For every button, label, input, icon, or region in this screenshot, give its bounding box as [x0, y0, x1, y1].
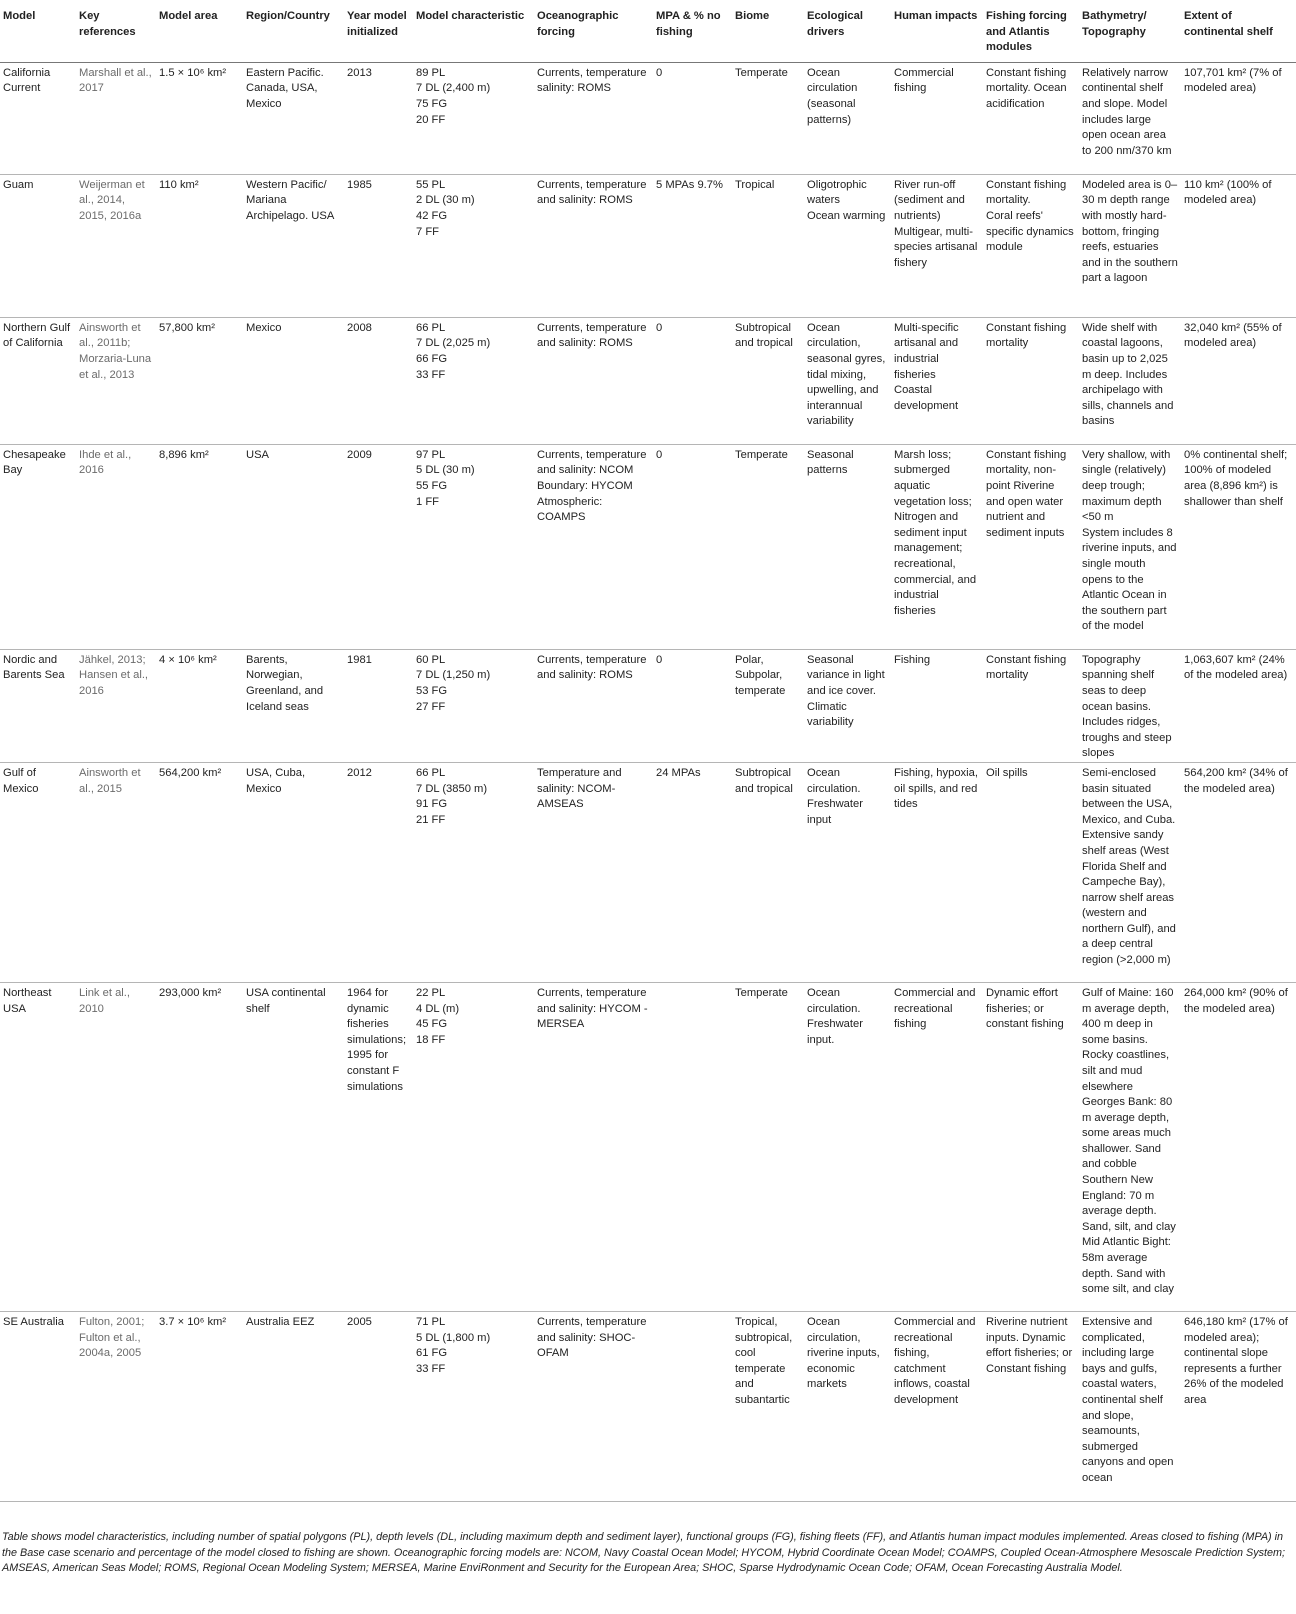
cell-text: 5 DL (30 m): [416, 464, 475, 477]
cell-text: Jähkel, 2013; Hansen et al., 2016: [79, 653, 149, 697]
cell-text: 71 PL: [416, 1315, 446, 1328]
table-cell: [413, 762, 534, 982]
cell-text: 8,896 km²: [159, 448, 209, 461]
table-cell: [413, 1311, 534, 1501]
cell-text: 66 PL: [416, 766, 446, 779]
cell-text: 66 FG: [416, 352, 448, 365]
table-cell: [1181, 982, 1296, 1311]
cell-text: 5 DL (1,800 m): [416, 1331, 491, 1344]
cell-text: Northern Gulf of California: [3, 321, 71, 350]
cell-text: 61 FG: [416, 1347, 448, 1360]
cell-text: Very shallow, with single (relatively) deep trough; maximum depth <50 m: [1082, 448, 1171, 524]
cell-text: Seasonal variance in light and ice cover. Climatic variability: [807, 653, 885, 729]
cell-text: 57,800 km²: [159, 321, 215, 334]
table-cell: [156, 1311, 243, 1501]
cell-text: 1964 for dynamic fisheries simulations; 1995 for constant F simulations: [347, 986, 407, 1093]
table-row: [0, 982, 1296, 1311]
cell-text: System includes 8 riverine inputs, and single mouth opens to the Atlantic Ocean in the southern part of the model: [1082, 526, 1177, 633]
table-cell: [1181, 317, 1296, 444]
cell-text: Link et al., 2010: [79, 986, 130, 1015]
cell-text: Eastern Pacific. Canada, USA, Mexico: [246, 66, 324, 110]
table-cell: [732, 62, 804, 174]
table-cell: [1181, 444, 1296, 649]
table-cell: [732, 444, 804, 649]
table-cell: [156, 174, 243, 317]
cell-text: 60 PL: [416, 653, 446, 666]
cell-text: Currents, temperature salinity: ROMS: [537, 66, 647, 95]
cell-text: Wide shelf with coastal lagoons, basin up to 2,025 m deep. Includes archipelago with sills, channels and basins: [1082, 321, 1174, 428]
table-cell: [243, 444, 344, 649]
table-row: [0, 649, 1296, 762]
cell-text: 646,180 km² (17% of modeled area); continental slope represents a further 26% of the modeled area: [1184, 1315, 1288, 1406]
cell-text: Modeled area is 0–30 m depth range with mostly hard-bottom, fringing reefs, estuaries and in the southern part a lagoon: [1082, 178, 1178, 285]
cell-text: 91 FG: [416, 798, 448, 811]
cell-text: 110 km²: [159, 178, 199, 191]
cell-text: SE Australia: [3, 1315, 64, 1328]
cell-text: 7 FF: [416, 225, 439, 238]
table-cell: [534, 317, 653, 444]
cell-text: 55 PL: [416, 178, 446, 191]
table-cell: [653, 444, 732, 649]
table-cell: [1079, 1311, 1181, 1501]
cell-text: 22 PL: [416, 986, 446, 999]
table-cell: [1181, 62, 1296, 174]
cell-text: Chesapeake Bay: [3, 448, 66, 477]
table-cell: [1181, 174, 1296, 317]
cell-text: Currents, temperature and salinity: HYCOM - MERSEA: [537, 986, 648, 1031]
column-header: Bathymetry/ Topography: [1079, 0, 1181, 62]
table-cell: [344, 444, 413, 649]
cell-text: 24 MPAs: [656, 766, 701, 779]
table-cell: [243, 982, 344, 1311]
table-cell: [983, 174, 1079, 317]
cell-text: 20 FF: [416, 113, 446, 126]
table-cell: [344, 762, 413, 982]
table-cell: [243, 174, 344, 317]
cell-text: USA: [246, 448, 270, 461]
table-cell: [1181, 1311, 1296, 1501]
cell-text: Semi-enclosed basin situated between the USA, Mexico, and Cuba. Extensive sandy shelf areas (West Florida Shelf and Campeche Bay), narrow shelf areas (western and northern Gulf), and a deep central region (>2,000 m): [1082, 766, 1176, 967]
cell-text: Ocean circulation, riverine inputs, economic markets: [807, 1315, 880, 1391]
table-cell: [413, 649, 534, 762]
cell-text: Coral reefs' specific dynamics module: [986, 209, 1074, 254]
cell-text: Fishing: [894, 653, 931, 666]
cell-text: 3.7 × 10⁶ km²: [159, 1315, 227, 1328]
table-cell: [243, 762, 344, 982]
table-cell: [983, 1311, 1079, 1501]
table-cell: [804, 649, 891, 762]
cell-text: Ocean circulation, seasonal gyres, tidal mixing, upwelling, and interannual variability: [807, 321, 886, 428]
cell-text: 53 FG: [416, 684, 448, 697]
cell-text: 0: [656, 66, 663, 79]
table-cell: [534, 444, 653, 649]
column-header: Model area: [156, 0, 243, 62]
table-cell: [413, 444, 534, 649]
table-cell: [732, 1311, 804, 1501]
cell-text: Gulf of Mexico: [3, 766, 39, 795]
table-cell: [804, 762, 891, 982]
cell-text: California Current: [3, 66, 51, 95]
column-header: Human impacts: [891, 0, 983, 62]
cell-text: 5 MPAs 9.7%: [656, 178, 723, 191]
table-cell: [534, 982, 653, 1311]
table-cell: [983, 649, 1079, 762]
cell-text: Constant fishing mortality: [986, 653, 1067, 682]
cell-text: 2008: [347, 321, 372, 334]
cell-text: 1.5 × 10⁶ km²: [159, 66, 227, 79]
cell-text: Ainsworth et al., 2011b; Morzaria-Luna et al., 2013: [79, 321, 152, 381]
column-header: Model characteristic: [413, 0, 534, 62]
table-cell: [0, 317, 76, 444]
column-header: Region/Country: [243, 0, 344, 62]
cell-text: Mid Atlantic Bight: 58m average depth. Sand with some silt, and clay: [1082, 1236, 1175, 1296]
table-cell: [156, 649, 243, 762]
table-cell: [76, 444, 156, 649]
cell-text: 4 DL (m): [416, 1002, 460, 1015]
table-cell: [732, 649, 804, 762]
cell-text: Marshall et al., 2017: [79, 66, 152, 95]
table-cell: [1079, 982, 1181, 1311]
table-cell: [534, 62, 653, 174]
table-cell: [804, 62, 891, 174]
cell-text: Weijerman et al., 2014, 2015, 2016a: [79, 178, 145, 222]
cell-text: Oil spills: [986, 766, 1028, 779]
table-cell: [653, 982, 732, 1311]
table-cell: [891, 762, 983, 982]
cell-text: 18 FF: [416, 1033, 446, 1046]
table-cell: [732, 762, 804, 982]
table-cell: [76, 1311, 156, 1501]
table-cell: [891, 62, 983, 174]
cell-text: 42 FG: [416, 209, 448, 222]
cell-text: Temperate: [735, 66, 788, 79]
table-body: [0, 62, 1296, 1501]
cell-text: 27 FF: [416, 700, 446, 713]
cell-text: River run-off (sediment and nutrients): [894, 178, 965, 222]
cell-text: 32,040 km² (55% of modeled area): [1184, 321, 1282, 350]
table-cell: [891, 317, 983, 444]
cell-text: 293,000 km²: [159, 986, 222, 999]
table-cell: [653, 649, 732, 762]
cell-text: Nordic and Barents Sea: [3, 653, 65, 682]
table-cell: [1079, 317, 1181, 444]
table-cell: [732, 982, 804, 1311]
cell-text: 7 DL (1,250 m): [416, 669, 491, 682]
table-row: [0, 317, 1296, 444]
cell-text: Currents, temperature and salinity: NCOM Boundary: HYCOM Atmospheric: COAMPS: [537, 448, 647, 524]
table-cell: [76, 317, 156, 444]
cell-text: Seasonal patterns: [807, 448, 854, 477]
header-row: [0, 0, 1296, 62]
cell-text: Dynamic effort fisheries; or constant fishing: [986, 986, 1064, 1031]
table-cell: [1181, 649, 1296, 762]
cell-text: Commercial and recreational fishing, catchment inflows, coastal development: [894, 1315, 976, 1406]
cell-text: 89 PL: [416, 66, 446, 79]
cell-text: Temperature and salinity: NCOM-AMSEAS: [537, 766, 622, 811]
cell-text: Ocean warming: [807, 209, 886, 222]
cell-text: Extensive and complicated, including large bays and gulfs, coastal waters, continental shelf and slope, seamounts, submerged canyons and open ocean: [1082, 1315, 1174, 1484]
table-cell: [534, 762, 653, 982]
cell-text: Guam: [3, 178, 34, 191]
table-cell: [732, 174, 804, 317]
column-header: Biome: [732, 0, 804, 62]
table-cell: [891, 1311, 983, 1501]
table-cell: [0, 444, 76, 649]
table-cell: [0, 982, 76, 1311]
cell-text: Constant fishing mortality.: [986, 178, 1067, 207]
column-header: Year model initialized: [344, 0, 413, 62]
cell-text: USA continental shelf: [246, 986, 326, 1015]
table-cell: [76, 982, 156, 1311]
table-row: [0, 174, 1296, 317]
cell-text: 1985: [347, 178, 372, 191]
table-cell: [413, 62, 534, 174]
cell-text: Australia EEZ: [246, 1315, 315, 1328]
cell-text: 2013: [347, 66, 372, 79]
cell-text: 2005: [347, 1315, 372, 1328]
table-cell: [1079, 62, 1181, 174]
table-cell: [983, 444, 1079, 649]
cell-text: 1981: [347, 653, 372, 666]
cell-text: 7 DL (2,400 m): [416, 82, 491, 95]
cell-text: Northeast USA: [3, 986, 52, 1015]
table-cell: [0, 174, 76, 317]
cell-text: Riverine nutrient inputs. Dynamic effort fisheries; or Constant fishing: [986, 1315, 1073, 1375]
cell-text: Marsh loss; submerged aquatic vegetation loss; Nitrogen and sediment input management; recreational, commercial, and industrial fisheries: [894, 448, 977, 617]
cell-text: Tropical: [735, 178, 775, 191]
cell-text: Currents, temperature and salinity: ROMS: [537, 178, 647, 207]
table-cell: [156, 317, 243, 444]
table-cell: [732, 317, 804, 444]
table-cell: [804, 1311, 891, 1501]
table-cell: [653, 62, 732, 174]
cell-text: Currents, temperature and salinity: ROMS: [537, 321, 647, 350]
cell-text: 97 PL: [416, 448, 446, 461]
cell-text: 2012: [347, 766, 372, 779]
cell-text: Fulton, 2001; Fulton et al., 2004a, 2005: [79, 1315, 145, 1360]
cell-text: 2 DL (30 m): [416, 194, 475, 207]
table-cell: [413, 174, 534, 317]
cell-text: 4 × 10⁶ km²: [159, 653, 217, 666]
table-cell: [983, 762, 1079, 982]
cell-text: Commercial and recreational fishing: [894, 986, 976, 1031]
cell-text: Multigear, multi-species artisanal fishery: [894, 225, 978, 269]
table-cell: [891, 649, 983, 762]
table-cell: [804, 174, 891, 317]
cell-text: Barents, Norwegian, Greenland, and Iceland seas: [246, 653, 324, 713]
cell-text: Topography spanning shelf seas to deep ocean basins. Includes ridges, troughs and steep slopes: [1082, 653, 1172, 760]
cell-text: 564,200 km² (34% of the modeled area): [1184, 766, 1288, 795]
cell-text: Currents, temperature and salinity: SHOC-OFAM: [537, 1315, 647, 1360]
table-cell: [344, 982, 413, 1311]
table-caption: Table shows model characteristics, including number of spatial polygons (PL), depth levels (DL, including maximum depth and sediment layer), functional groups (FG), fishing fleets (FF), and Atlantis human impact modules implemented. Areas closed to fishing (MPA) in the Base case scenario and percentage of the model closed to fishing are shown. Oceanographic forcing models are: NCOM, Navy Coastal Ocean Model; HYCOM, Hybrid Coordinate Ocean Model; COAMPS, Coupled Ocean-Atmosphere Mesoscale Prediction System; AMSEAS, American Seas Model; ROMS, Regional Ocean Modeling System; MERSEA, Marine EnviRonment and Security for the European Area; SHOC, Sparse Hydrodynamic Ocean Code; OFAM, Ocean Forecasting Australia Model.: [2, 1531, 1286, 1575]
table-cell: [891, 444, 983, 649]
table-cell: [804, 444, 891, 649]
column-header: Oceanographic forcing: [534, 0, 653, 62]
column-header: Key references: [76, 0, 156, 62]
table-cell: [1181, 762, 1296, 982]
cell-text: 0: [656, 321, 663, 334]
table-header: [0, 0, 1296, 62]
table-cell: [983, 62, 1079, 174]
table-cell: [653, 762, 732, 982]
cell-text: Ainsworth et al., 2015: [79, 766, 141, 795]
table-cell: [344, 1311, 413, 1501]
column-header: Model: [0, 0, 76, 62]
table-cell: [156, 982, 243, 1311]
table-row: [0, 1311, 1296, 1501]
table-cell: [243, 649, 344, 762]
column-header: Fishing forcing and Atlantis modules: [983, 0, 1079, 62]
table-cell: [534, 649, 653, 762]
cell-text: 33 FF: [416, 368, 446, 381]
cell-text: Currents, temperature and salinity: ROMS: [537, 653, 647, 682]
cell-text: 45 FG: [416, 1018, 448, 1031]
table-row: [0, 444, 1296, 649]
cell-text: 7 DL (2,025 m): [416, 337, 491, 350]
cell-text: Temperate: [735, 986, 788, 999]
table-cell: [156, 444, 243, 649]
table-cell: [344, 317, 413, 444]
table-cell: [653, 1311, 732, 1501]
cell-text: 21 FF: [416, 813, 446, 826]
cell-text: Constant fishing mortality, non-point Riverine and open water nutrient and sediment inputs: [986, 448, 1067, 539]
table-cell: [344, 62, 413, 174]
cell-text: Tropical, subtropical, cool temperate and subantartic: [735, 1315, 793, 1406]
cell-text: Relatively narrow continental shelf and slope. Model includes large open ocean area to 200 nm/370 km: [1082, 66, 1172, 157]
table-cell: [76, 174, 156, 317]
cell-text: 55 FG: [416, 479, 448, 492]
cell-text: Fishing, hypoxia, oil spills, and red tides: [894, 766, 978, 811]
table-cell: [0, 1311, 76, 1501]
cell-text: 264,000 km² (90% of the modeled area): [1184, 986, 1288, 1015]
cell-text: USA, Cuba, Mexico: [246, 766, 306, 795]
cell-text: Constant fishing mortality. Ocean acidification: [986, 66, 1067, 110]
table-cell: [1079, 174, 1181, 317]
table-cell: [344, 174, 413, 317]
table-cell: [413, 982, 534, 1311]
table-cell: [534, 1311, 653, 1501]
table-cell: [156, 62, 243, 174]
table-cell: [76, 762, 156, 982]
cell-text: Ocean circulation. Freshwater input: [807, 766, 863, 826]
cell-text: Subtropical and tropical: [735, 766, 793, 795]
table-cell: [804, 982, 891, 1311]
table-cell: [1079, 649, 1181, 762]
table-cell: [0, 649, 76, 762]
cell-text: Ocean circulation (seasonal patterns): [807, 66, 858, 126]
table-cell: [653, 174, 732, 317]
table-cell: [983, 982, 1079, 1311]
cell-text: Ocean circulation. Freshwater input.: [807, 986, 863, 1046]
cell-text: 0% continental shelf; 100% of modeled area (8,896 km²) is shallower than shelf: [1184, 448, 1288, 508]
cell-text: 75 FG: [416, 97, 448, 110]
cell-text: Commercial fishing: [894, 66, 954, 95]
column-header: Ecological drivers: [804, 0, 891, 62]
table-cell: [983, 317, 1079, 444]
cell-text: 1,063,607 km² (24% of the modeled area): [1184, 653, 1288, 682]
table-cell: [243, 1311, 344, 1501]
cell-text: Ihde et al., 2016: [79, 448, 132, 477]
cell-text: Constant fishing mortality: [986, 321, 1067, 350]
table-cell: [76, 62, 156, 174]
table-cell: [0, 62, 76, 174]
table-cell: [344, 649, 413, 762]
cell-text: 107,701 km² (7% of modeled area): [1184, 66, 1282, 95]
cell-text: 7 DL (3850 m): [416, 782, 488, 795]
table-cell: [1079, 762, 1181, 982]
cell-text: 33 FF: [416, 1362, 446, 1375]
table-cell: [0, 762, 76, 982]
table-cell: [891, 982, 983, 1311]
cell-text: 110 km² (100% of modeled area): [1184, 178, 1272, 207]
cell-text: Southern New England: 70 m average depth. Sand, silt, and clay: [1082, 1174, 1176, 1233]
cell-text: Coastal development: [894, 384, 959, 412]
cell-text: Multi-specific artisanal and industrial fisheries: [894, 321, 959, 381]
cell-text: 66 PL: [416, 321, 446, 334]
cell-text: 2009: [347, 448, 372, 461]
cell-text: Subtropical and tropical: [735, 321, 793, 350]
table-cell: [653, 317, 732, 444]
cell-text: Georges Bank: 80 m average depth, some areas much shallower. Sand and cobble: [1082, 1096, 1173, 1171]
table-cell: [804, 317, 891, 444]
cell-text: 0: [656, 448, 663, 461]
cell-text: Western Pacific/ Mariana Archipelago. USA: [246, 178, 335, 222]
cell-text: Gulf of Maine: 160 m average depth, 400 m deep in some basins. Rocky coastlines, silt and mud elsewhere: [1082, 986, 1174, 1093]
table-cell: [156, 762, 243, 982]
table-row: [0, 762, 1296, 982]
table-cell: [891, 174, 983, 317]
cell-text: 1 FF: [416, 495, 439, 508]
table-row: [0, 62, 1296, 174]
table-cell: [1079, 444, 1181, 649]
table-cell: [243, 317, 344, 444]
column-header: Extent of continental shelf: [1181, 0, 1296, 62]
table-cell: [243, 62, 344, 174]
column-header: MPA & % no fishing: [653, 0, 732, 62]
cell-text: Temperate: [735, 448, 788, 461]
table-cell: [534, 174, 653, 317]
table-cell: [76, 649, 156, 762]
table-cell: [413, 317, 534, 444]
cell-text: 564,200 km²: [159, 766, 222, 779]
cell-text: 0: [656, 653, 663, 666]
cell-text: Oligotrophic waters: [807, 178, 867, 207]
cell-text: Mexico: [246, 321, 282, 334]
cell-text: Polar, Subpolar, temperate: [735, 653, 786, 697]
